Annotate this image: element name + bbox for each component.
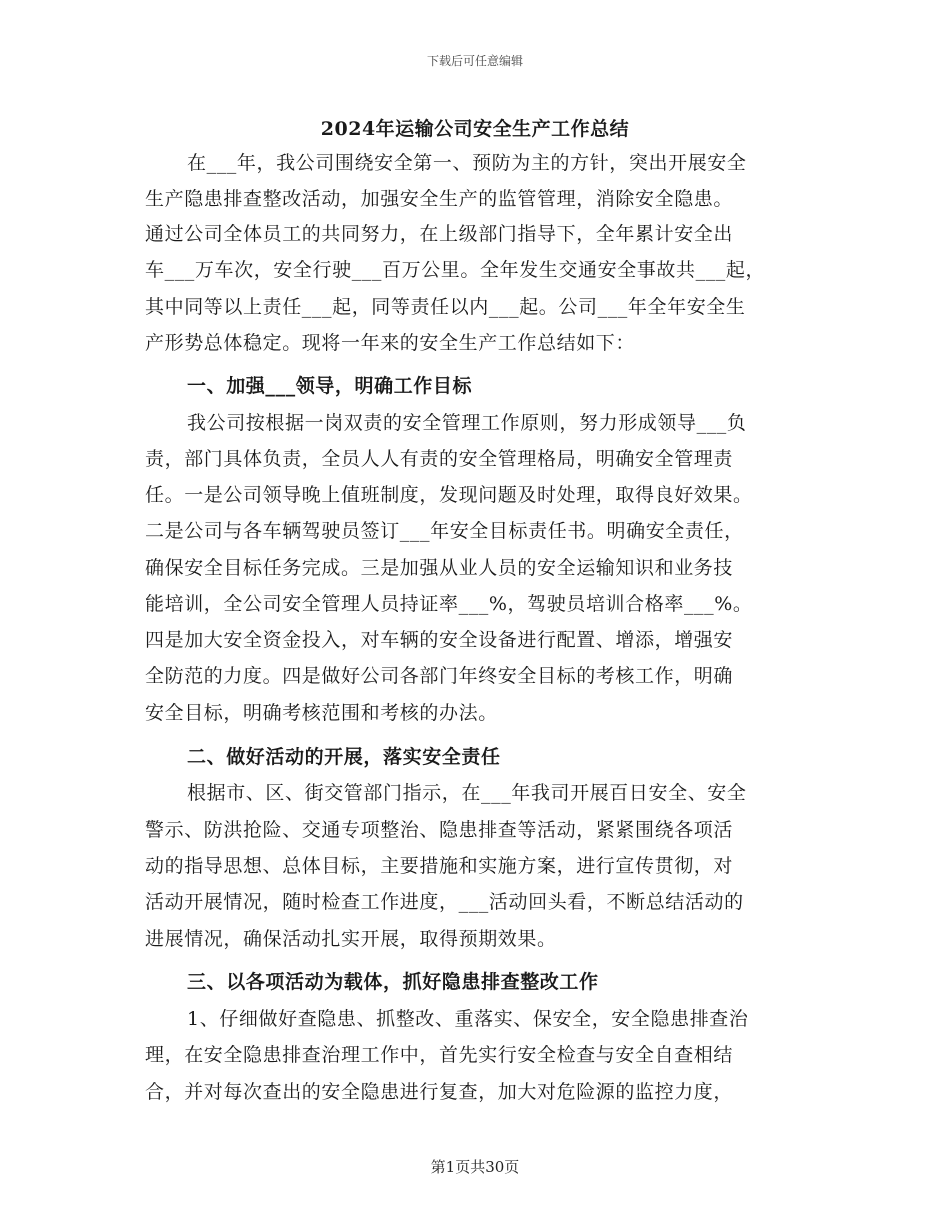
body-line: 进展情况，确保活动扎实开展，取得预期效果。 <box>145 928 557 950</box>
body-line: 确保安全目标任务完成。三是加强从业人员的安全运输知识和业务技 <box>145 557 734 579</box>
body-line: 二是公司与各车辆驾驶员签订___年安全目标责任书。明确安全责任， <box>145 520 744 542</box>
body-line: 我公司按根据一岗双责的安全管理工作原则，努力形成领导___负 <box>187 412 747 434</box>
page-number: 第1页共30页 <box>430 1158 520 1176</box>
page-header-note: 下载后可任意编辑 <box>426 54 523 68</box>
body-line: 动的指导思想、总体目标，主要措施和实施方案，进行宣传贯彻，对 <box>145 855 734 877</box>
body-line: 其中同等以上责任___起，同等责任以内___起。公司___年全年安全生 <box>145 296 746 318</box>
body-line: 产形势总体稳定。现将一年来的安全生产工作总结如下： <box>145 332 636 354</box>
body-line: 1、仔细做好查隐患、抓整改、重落实、保安全，安全隐患排查治 <box>187 1008 749 1030</box>
section-heading: 二、做好活动的开展，落实安全责任 <box>187 746 501 768</box>
body-line: 在___年，我公司围绕安全第一、预防为主的方针，突出开展安全 <box>187 152 747 174</box>
body-line: 通过公司全体员工的共同努力，在上级部门指导下，全年累计安全出 <box>145 223 734 245</box>
body-line: 任。一是公司领导晚上值班制度，发现问题及时处理，取得良好效果。 <box>145 484 753 506</box>
body-line: 全防范的力度。四是做好公司各部门年终安全目标的考核工作，明确 <box>145 665 734 687</box>
body-line: 生产隐患排查整改活动，加强安全生产的监管管理，消除安全隐患。 <box>145 188 734 210</box>
body-line: 根据市、区、街交管部门指示，在___年我司开展百日安全、安全 <box>187 782 747 804</box>
section-heading: 三、以各项活动为载体，抓好隐患排查整改工作 <box>187 971 599 993</box>
document-title: 2024年运输公司安全生产工作总结 <box>320 118 630 140</box>
body-line: 理，在安全隐患排查治理工作中，首先实行安全检查与安全自查相结 <box>145 1044 734 1066</box>
section-heading: 一、加强___领导，明确工作目标 <box>187 375 473 397</box>
body-line: 能培训，全公司安全管理人员持证率___%，驾驶员培训合格率___%。 <box>145 593 753 615</box>
body-line: 活动开展情况，随时检查工作进度，___活动回头看，不断总结活动的 <box>145 891 744 913</box>
body-line: 四是加大安全资金投入，对车辆的安全设备进行配置、增添，增强安 <box>145 629 734 651</box>
body-line: 责，部门具体负责，全员人人有责的安全管理格局，明确安全管理责 <box>145 448 734 470</box>
body-line: 车___万车次，安全行驶___百万公里。全年发生交通安全事故共___起， <box>145 259 766 281</box>
body-line: 合，并对每次查出的安全隐患进行复查，加大对危险源的监控力度， <box>145 1081 734 1103</box>
body-line: 安全目标，明确考核范围和考核的办法。 <box>145 702 498 724</box>
body-line: 警示、防洪抢险、交通专项整治、隐患排查等活动，紧紧围绕各项活 <box>145 819 734 841</box>
